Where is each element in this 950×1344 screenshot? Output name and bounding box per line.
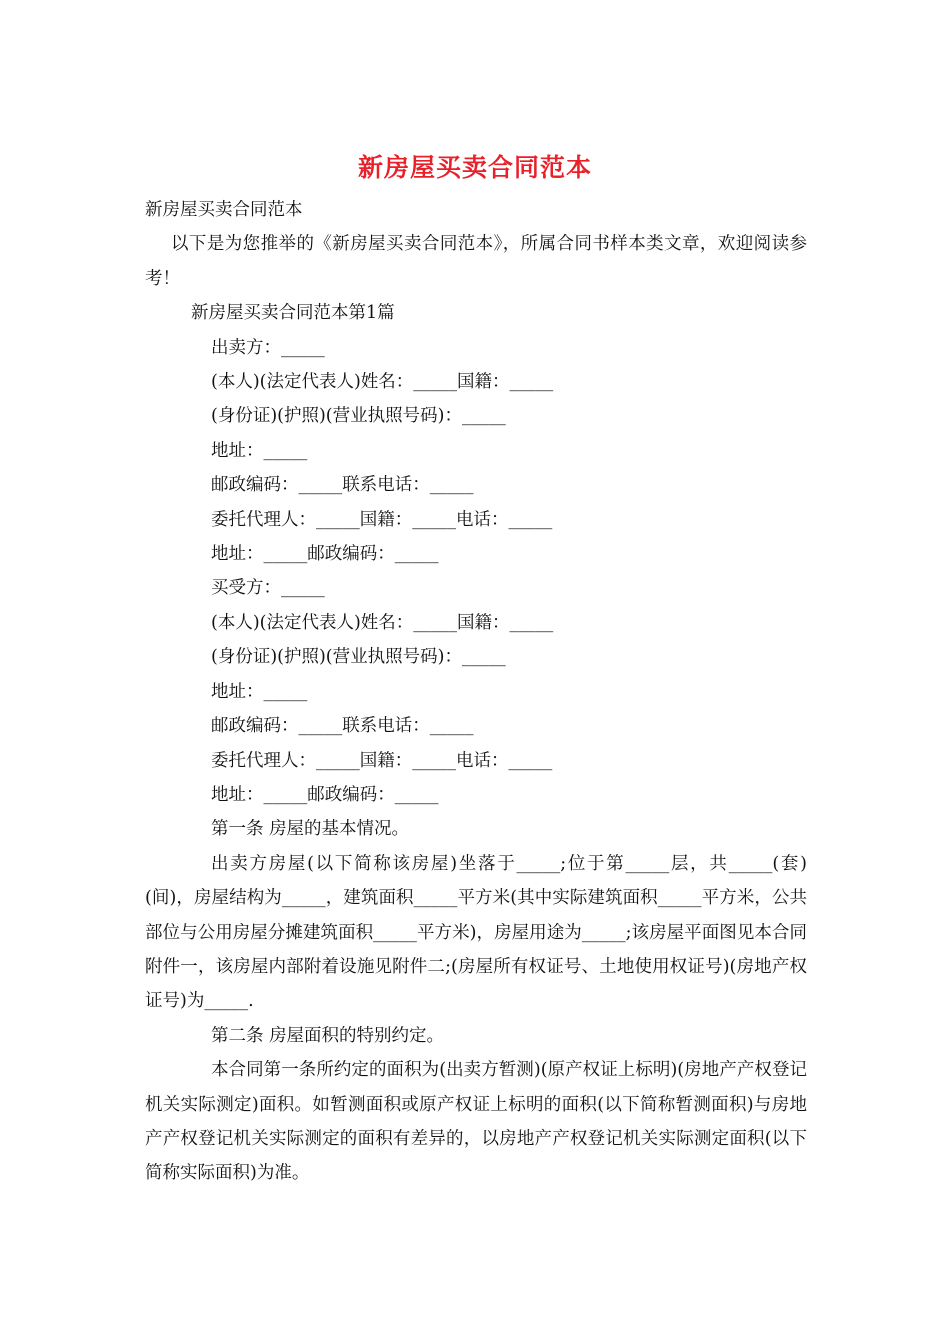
buyer-id-line: (身份证)(护照)(营业执照号码)：_____ xyxy=(211,647,506,668)
seller-id-line: (身份证)(护照)(营业执照号码)：_____ xyxy=(211,406,506,427)
article-two-body: 本合同第一条所约定的面积为(出卖方暂测)(原产权证上标明)(房地产产权登记机关实际测定)面积。如暂测面积或原产权证上标明的面积(以下简称暂测面积)与房地产产权登记机关实际测定的面积有差异的，以房地产产权登记机关实际测定面积(以下简称实际面积)为准。 xyxy=(145,1060,807,1184)
document-title: 新房屋买卖合同范本 xyxy=(357,153,592,182)
document-body xyxy=(145,193,807,1191)
buyer-address-line: 地址：_____ xyxy=(211,681,308,702)
article-two-heading: 第二条 房屋面积的特别约定。 xyxy=(211,1025,445,1046)
buyer-name-line: (本人)(法定代表人)姓名：_____国籍：_____ xyxy=(211,612,554,633)
section-heading: 新房屋买卖合同范本第1篇 xyxy=(191,303,395,324)
article-one-body: 出卖方房屋(以下简称该房屋)坐落于_____;位于第_____层，共_____(套)(间)，房屋结构为_____，建筑面积_____平方米(其中实际建筑面积_____平方米，公共部位与公用房屋分摊建筑面积_____平方米)，房屋用途为_____;该房屋平面图见本合同附件一，该房屋内部附着设施见附件二;(房屋所有权证号、土地使用权证号)(房地产权证号)为_____. xyxy=(145,853,807,1012)
buyer-line: 买受方：_____ xyxy=(211,578,325,599)
subtitle-paragraph: 新房屋买卖合同范本 xyxy=(145,200,303,220)
seller-agent-address-line: 地址：_____邮政编码：_____ xyxy=(211,544,439,565)
intro-paragraph: 以下是为您推举的《新房屋买卖合同范本》，所属合同书样本类文章，欢迎阅读参考！ xyxy=(145,234,807,289)
seller-name-line: (本人)(法定代表人)姓名：_____国籍：_____ xyxy=(211,372,554,393)
seller-address-line: 地址：_____ xyxy=(211,440,308,461)
buyer-postcode-line: 邮政编码：_____联系电话：_____ xyxy=(211,716,474,737)
seller-postcode-line: 邮政编码：_____联系电话：_____ xyxy=(211,475,474,496)
article-one-heading: 第一条 房屋的基本情况。 xyxy=(211,819,410,840)
buyer-agent-address-line: 地址：_____邮政编码：_____ xyxy=(211,784,439,805)
seller-agent-line: 委托代理人：_____国籍：_____电话：_____ xyxy=(211,509,553,530)
seller-line: 出卖方：_____ xyxy=(211,337,325,358)
buyer-agent-line: 委托代理人：_____国籍：_____电话：_____ xyxy=(211,750,553,771)
